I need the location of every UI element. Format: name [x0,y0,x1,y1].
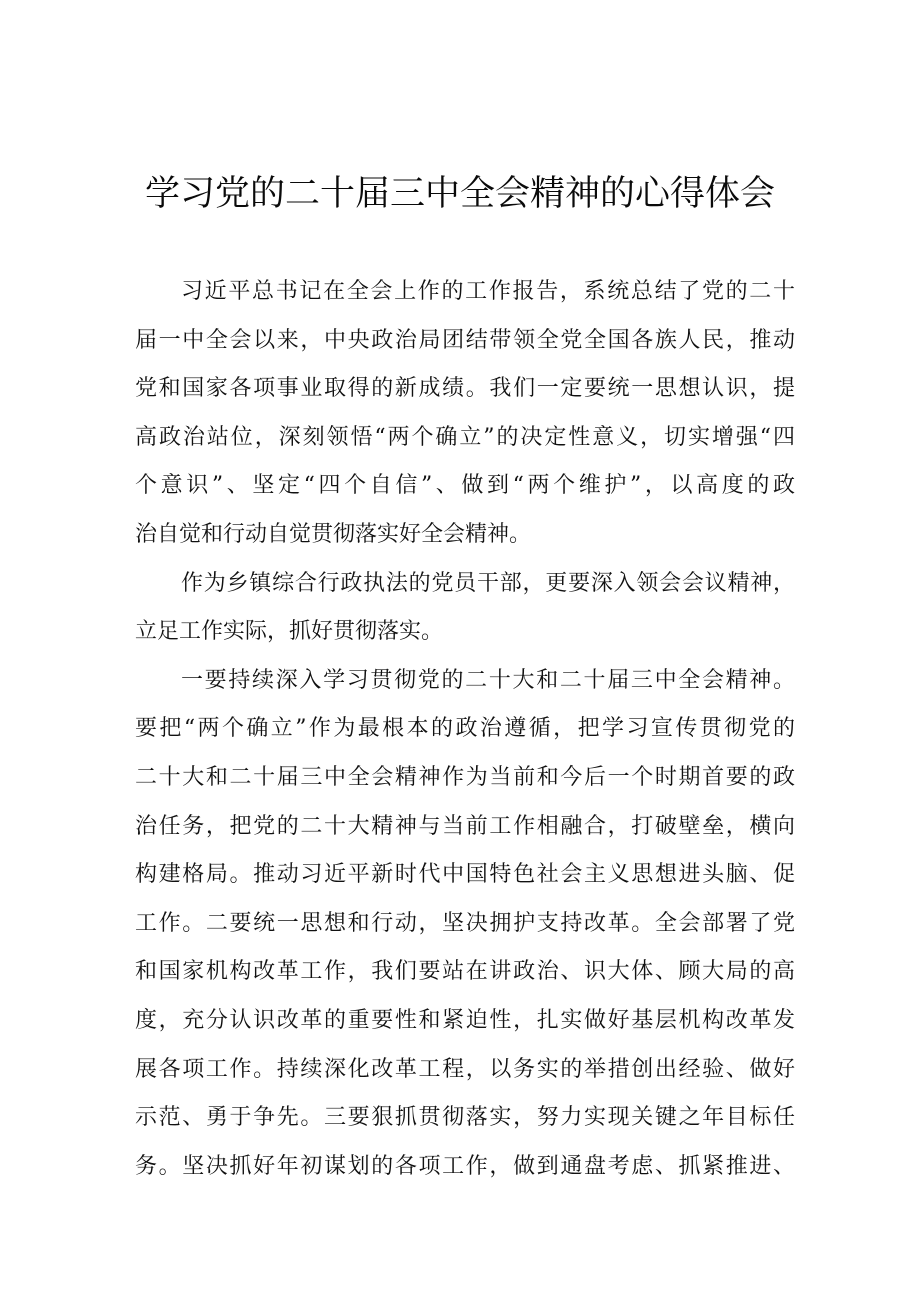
paragraph-3-line-6: 工作。二要统一思想和行动，坚决拥护支持改革。全会部署了党 [135,910,795,936]
paragraph-3-line-11: 务。坚决抓好年初谋划的各项工作，做到通盘考虑、抓紧推进、 [135,1153,795,1179]
paragraph-1-line-2: 届一中全会以来，中央政治局团结带领全党全国各族人民，推动 [135,327,795,353]
paragraph-1-line-6: 治自觉和行动自觉贯彻落实好全会精神。 [135,521,532,547]
paragraph-3-line-5: 构建格局。推动习近平新时代中国特色社会主义思想进头脑、促 [135,862,795,888]
paragraph-1-line-4: 高政治站位，深刻领悟“两个确立”的决定性意义，切实增强“四 [135,424,795,450]
paragraph-2-line-1: 作为乡镇综合行政执法的党员干部，更要深入领会会议精神， [181,570,795,596]
paragraph-3-line-2: 要把“两个确立”作为最根本的政治遵循，把学习宣传贯彻党的 [135,716,795,742]
paragraph-3-line-3: 二十大和二十届三中全会精神作为当前和今后一个时期首要的政 [135,764,795,790]
paragraph-1-line-5: 个意识”、坚定“四个自信”、做到“两个维护”，以高度的政 [135,473,795,499]
document-body [135,268,795,1191]
paragraph-3-line-4: 治任务，把党的二十大精神与当前工作相融合，打破壁垒，横向 [135,813,795,839]
paragraph-3-line-10: 示范、勇于争先。三要狠抓贯彻落实，努力实现关键之年目标任 [135,1105,795,1131]
paragraph-3-line-9: 展各项工作。持续深化改革工程，以务实的举措创出经验、做好 [135,1056,795,1082]
document-title: 学习党的二十届三中全会精神的心得体会 [144,174,775,214]
paragraph-3-line-7: 和国家机构改革工作，我们要站在讲政治、识大体、顾大局的高 [135,959,795,985]
paragraph-3-line-8: 度，充分认识改革的重要性和紧迫性，扎实做好基层机构改革发 [135,1007,795,1033]
paragraph-1-line-1: 习近平总书记在全会上作的工作报告，系统总结了党的二十 [181,279,795,304]
paragraph-3-line-1: 一要持续深入学习贯彻党的二十大和二十届三中全会精神。 [181,667,795,693]
paragraph-2-line-2: 立足工作实际，抓好贯彻落实。 [135,619,444,645]
paragraph-1-line-3: 党和国家各项事业取得的新成绩。我们一定要统一思想认识，提 [135,376,795,402]
